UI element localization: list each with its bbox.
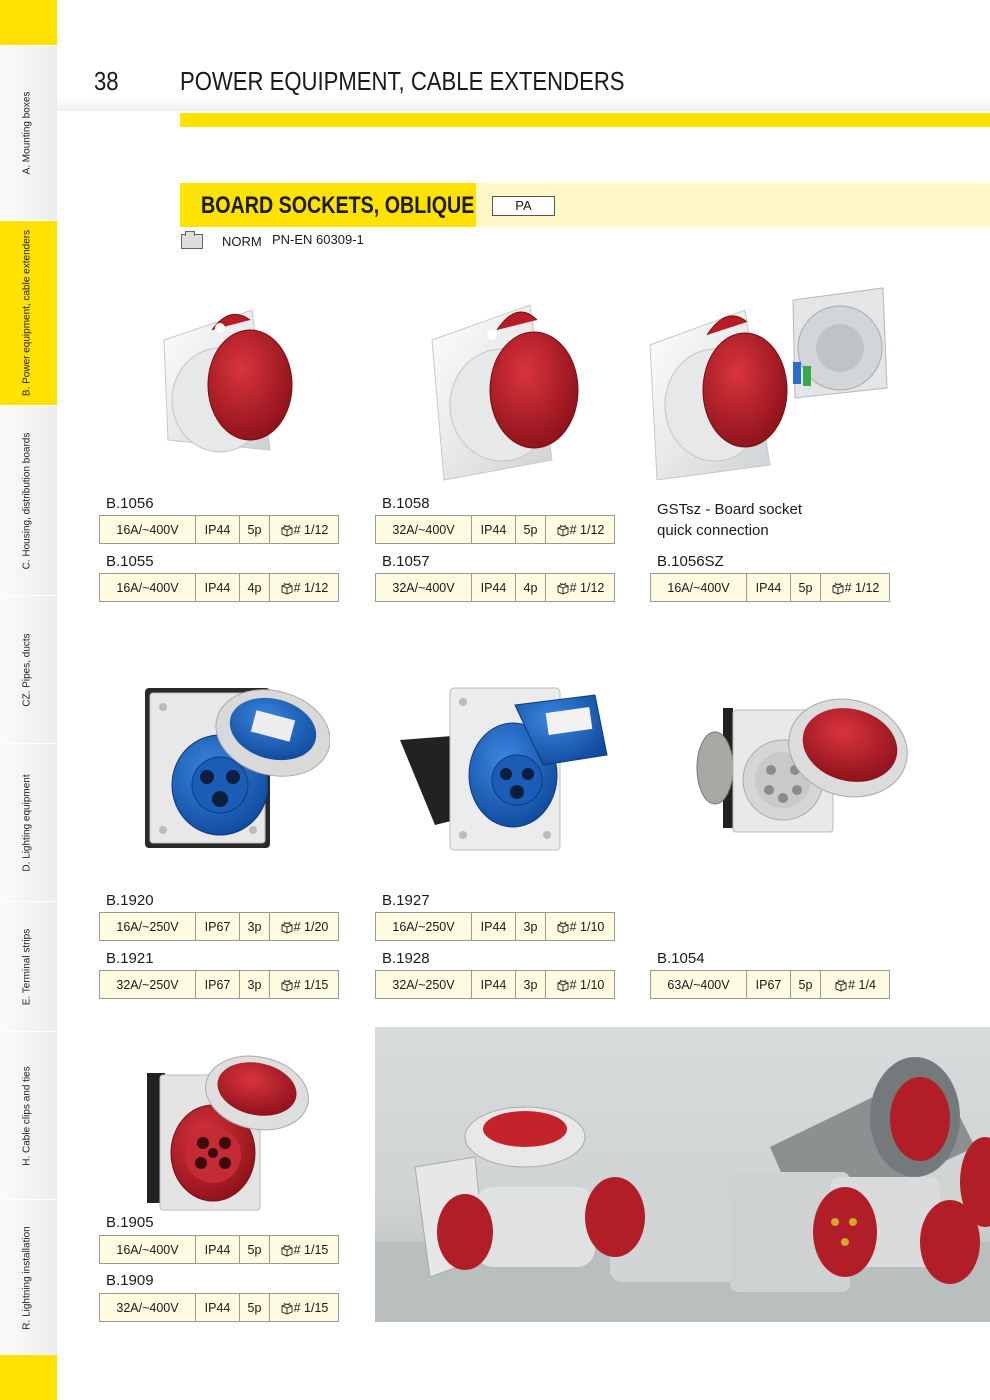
- spec-rating: 63A/~400V: [667, 977, 730, 992]
- spec-row-b1056: [99, 515, 339, 544]
- package-icon: [834, 978, 848, 992]
- product-code: B.1921: [106, 950, 154, 967]
- spec-rating: 32A/~400V: [392, 580, 455, 595]
- sidebar: [0, 0, 57, 1400]
- product-code: B.1928: [382, 950, 430, 967]
- spec-poles: 5p: [239, 1236, 269, 1263]
- spec-rating: 16A/~250V: [392, 919, 455, 934]
- sidebar-tab-label: D. Lighting equipment: [21, 773, 33, 872]
- sidebar-tab-label: E. Terminal strips: [21, 928, 33, 1005]
- sidebar-tab-label: R. Lightning installation: [21, 1225, 33, 1330]
- spec-rating: 32A/~400V: [116, 1300, 179, 1315]
- package-icon: [556, 920, 570, 934]
- spec-poles: 5p: [790, 574, 820, 601]
- product-image-b1905: [145, 1055, 315, 1215]
- spec-pack: [820, 971, 889, 998]
- package-icon: [280, 523, 294, 537]
- spec-ip: IP67: [195, 971, 239, 998]
- spec-ip: IP44: [195, 1294, 239, 1321]
- sidebar-tab-pipes[interactable]: [0, 595, 57, 743]
- spec-row-b1056sz: [650, 573, 890, 602]
- sidebar-tab-housing[interactable]: [0, 405, 57, 595]
- spec-pack: [269, 1236, 338, 1263]
- product-image-b1056: [150, 300, 310, 470]
- spec-ip: IP44: [471, 574, 515, 601]
- spec-pack: [545, 971, 614, 998]
- package-icon: [280, 581, 294, 595]
- product-group-photo: [375, 1027, 990, 1322]
- sidebar-tab-cable-clips[interactable]: [0, 1031, 57, 1199]
- spec-ip: IP44: [195, 516, 239, 543]
- spec-ip: IP67: [195, 913, 239, 940]
- spec-poles: 3p: [239, 971, 269, 998]
- spec-pack-value: # 1/12: [569, 580, 605, 595]
- spec-rating: 16A/~400V: [116, 580, 179, 595]
- sidebar-tab-label: H. Cable clips and ties: [21, 1065, 33, 1166]
- spec-ip: IP44: [195, 574, 239, 601]
- spec-poles: 5p: [515, 516, 545, 543]
- spec-row-b1055: [99, 573, 339, 602]
- spec-ip: IP44: [471, 971, 515, 998]
- product-code: B.1055: [106, 553, 154, 570]
- product-code: B.1905: [106, 1214, 154, 1231]
- spec-pack: [545, 574, 614, 601]
- spec-pack-value: # 1/12: [293, 522, 329, 537]
- package-icon: [831, 581, 845, 595]
- page-number: 38: [94, 66, 119, 96]
- spec-pack-value: # 1/15: [293, 1242, 329, 1257]
- spec-rating: 32A/~250V: [392, 977, 455, 992]
- product-code: B.1056SZ: [657, 553, 724, 570]
- spec-row-b1928: [375, 970, 615, 999]
- product-description: [657, 499, 802, 541]
- spec-rating: 16A/~400V: [116, 522, 179, 537]
- spec-row-b1058: [375, 515, 615, 544]
- spec-pack: [545, 516, 614, 543]
- spec-pack: [820, 574, 889, 601]
- spec-poles: 3p: [239, 913, 269, 940]
- spec-pack: [269, 971, 338, 998]
- norm-label: NORM: [222, 234, 262, 249]
- sidebar-bottom-cap: [0, 1355, 57, 1400]
- product-image-b1058: [422, 295, 582, 485]
- product-image-gstsz: [645, 280, 895, 480]
- product-code: B.1056: [106, 495, 154, 512]
- package-icon: [556, 978, 570, 992]
- spec-row-b1927: [375, 912, 615, 941]
- product-code: B.1927: [382, 892, 430, 909]
- spec-pack-value: # 1/12: [293, 580, 329, 595]
- spec-rating: 16A/~400V: [667, 580, 730, 595]
- header-rule: [180, 113, 990, 127]
- spec-pack: [269, 1294, 338, 1321]
- product-code: B.1909: [106, 1272, 154, 1289]
- description-line: GSTsz - Board socket: [657, 501, 803, 518]
- spec-pack-value: # 1/10: [569, 919, 605, 934]
- spec-rating: 16A/~400V: [116, 1242, 179, 1257]
- sidebar-tab-label: A. Mounting boxes: [21, 91, 33, 175]
- spec-pack-value: # 1/15: [293, 1300, 329, 1315]
- sidebar-tab-mounting-boxes[interactable]: [0, 45, 57, 220]
- spec-pack-value: # 1/20: [293, 919, 329, 934]
- spec-poles: 5p: [239, 516, 269, 543]
- spec-row-b1921: [99, 970, 339, 999]
- package-icon: [280, 978, 294, 992]
- spec-poles: 3p: [515, 913, 545, 940]
- spec-ip: IP44: [746, 574, 790, 601]
- spec-row-b1909: [99, 1293, 339, 1322]
- spec-rating: 16A/~250V: [116, 919, 179, 934]
- product-image-b1054: [693, 690, 913, 835]
- header-shadow: [57, 97, 990, 111]
- sidebar-tab-label: B. Power equipment, cable extenders: [21, 229, 33, 397]
- sidebar-tab-terminal-strips[interactable]: [0, 901, 57, 1031]
- section-title: BOARD SOCKETS, OBLIQUE: [201, 192, 475, 219]
- spec-row-b1905: [99, 1235, 339, 1264]
- product-code: B.1920: [106, 892, 154, 909]
- spec-pack: [269, 516, 338, 543]
- spec-poles: 4p: [515, 574, 545, 601]
- spec-pack-value: # 1/4: [848, 977, 876, 992]
- spec-pack-value: # 1/12: [844, 580, 880, 595]
- sidebar-tab-power-equipment[interactable]: [0, 220, 57, 405]
- spec-poles: 4p: [239, 574, 269, 601]
- spec-poles: 5p: [239, 1294, 269, 1321]
- product-code: B.1057: [382, 553, 430, 570]
- spec-ip: IP44: [195, 1236, 239, 1263]
- spec-ip: IP44: [471, 516, 515, 543]
- product-image-b1927: [395, 680, 620, 855]
- norm-value: PN-EN 60309-1: [272, 232, 364, 247]
- spec-pack: [545, 913, 614, 940]
- spec-row-b1057: [375, 573, 615, 602]
- product-code: B.1058: [382, 495, 430, 512]
- package-icon: [280, 1301, 294, 1315]
- sidebar-tab-lighting[interactable]: [0, 743, 57, 901]
- sidebar-top-cap: [0, 0, 57, 45]
- sidebar-tab-label: CZ. Pipes, ducts: [21, 632, 33, 707]
- material-badge: PA: [492, 196, 555, 216]
- description-line: quick connection: [657, 522, 769, 539]
- spec-pack-value: # 1/15: [293, 977, 329, 992]
- spec-pack-value: # 1/10: [569, 977, 605, 992]
- spec-pack-value: # 1/12: [569, 522, 605, 537]
- spec-ip: IP67: [746, 971, 790, 998]
- sidebar-tab-lightning[interactable]: [0, 1199, 57, 1355]
- spec-pack: [269, 574, 338, 601]
- spec-poles: 5p: [790, 971, 820, 998]
- spec-rating: 32A/~250V: [116, 977, 179, 992]
- spec-ip: IP44: [471, 913, 515, 940]
- package-icon: [280, 1243, 294, 1257]
- spec-row-b1920: [99, 912, 339, 941]
- product-code: B.1054: [657, 950, 705, 967]
- page-title: POWER EQUIPMENT, CABLE EXTENDERS: [180, 66, 625, 96]
- spec-row-b1054: [650, 970, 890, 999]
- product-image-b1920: [145, 685, 330, 850]
- spec-rating: 32A/~400V: [392, 522, 455, 537]
- spec-poles: 3p: [515, 971, 545, 998]
- package-icon: [556, 581, 570, 595]
- package-icon: [280, 920, 294, 934]
- binder-icon: [181, 234, 203, 249]
- spec-pack: [269, 913, 338, 940]
- package-icon: [556, 523, 570, 537]
- sidebar-tab-label: C. Housing, distribution boards: [21, 432, 33, 569]
